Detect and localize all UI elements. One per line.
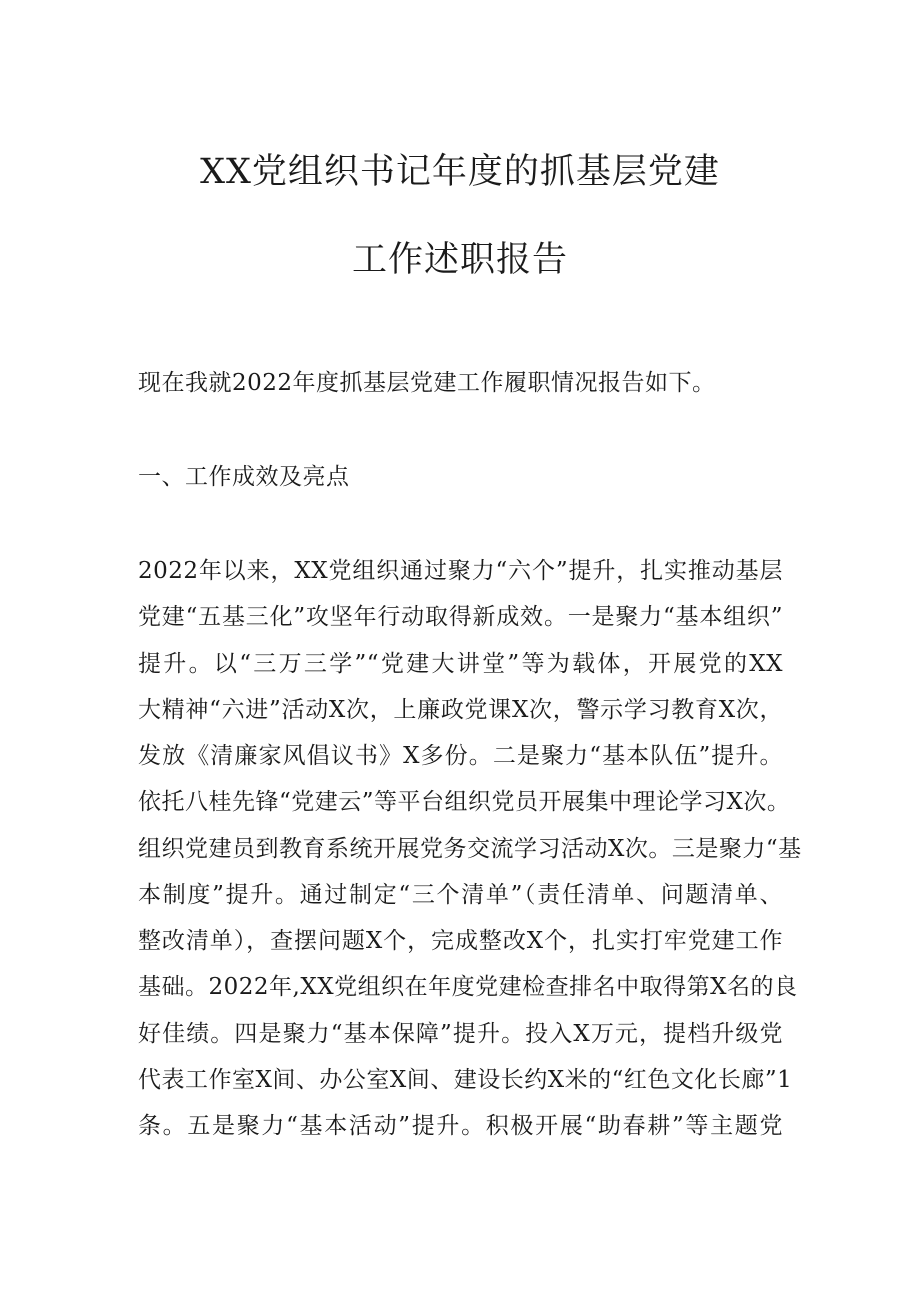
body-line: 整改清单），查摆问题X个，完成整改X个，扎实打牢党建工作: [138, 928, 783, 954]
document-title-line-1: XX党组织书记年度的抓基层党建: [200, 152, 720, 192]
section-heading: 一、工作成效及亮点: [138, 464, 350, 490]
body-line: 发放《清廉家风倡议书》X多份。二是聚力“基本队伍”提升。: [138, 743, 783, 769]
body-line: 好佳绩。四是聚力“基本保障”提升。投入X万元，提档升级党: [138, 1021, 783, 1047]
body-line: 基础。2022年,XX党组织在年度党建检查排名中取得第X名的良: [138, 974, 798, 1000]
body-line: 提升。以“三万三学”“党建大讲堂”等为载体，开展党的XX: [138, 651, 783, 677]
body-line: 条。五是聚力“基本活动”提升。积极开展“助春耕”等主题党: [138, 1113, 783, 1139]
document-title-line-2: 工作述职报告: [351, 240, 568, 280]
body-line: 依托八桂先锋“党建云”等平台组织党员开展集中理论学习X次。: [138, 789, 791, 815]
body-line: 大精神“六进”活动X次，上廉政党课X次，警示学习教育X次，: [138, 697, 783, 723]
intro-paragraph: 现在我就2022年度抓基层党建工作履职情况报告如下。: [138, 370, 716, 396]
body-line: 2022年以来，XX党组织通过聚力“六个”提升，扎实推动基层: [138, 558, 783, 584]
body-line: 组织党建员到教育系统开展党务交流学习活动X次。三是聚力“基: [138, 836, 802, 862]
body-line: 党建“五基三化”攻坚年行动取得新成效。一是聚力“基本组织”: [138, 604, 783, 630]
body-line: 本制度”提升。通过制定“三个清单”（责任清单、问题清单、: [138, 882, 783, 908]
body-line: 代表工作室X间、办公室X间、建设长约X米的“红色文化长廊”1: [138, 1067, 793, 1093]
